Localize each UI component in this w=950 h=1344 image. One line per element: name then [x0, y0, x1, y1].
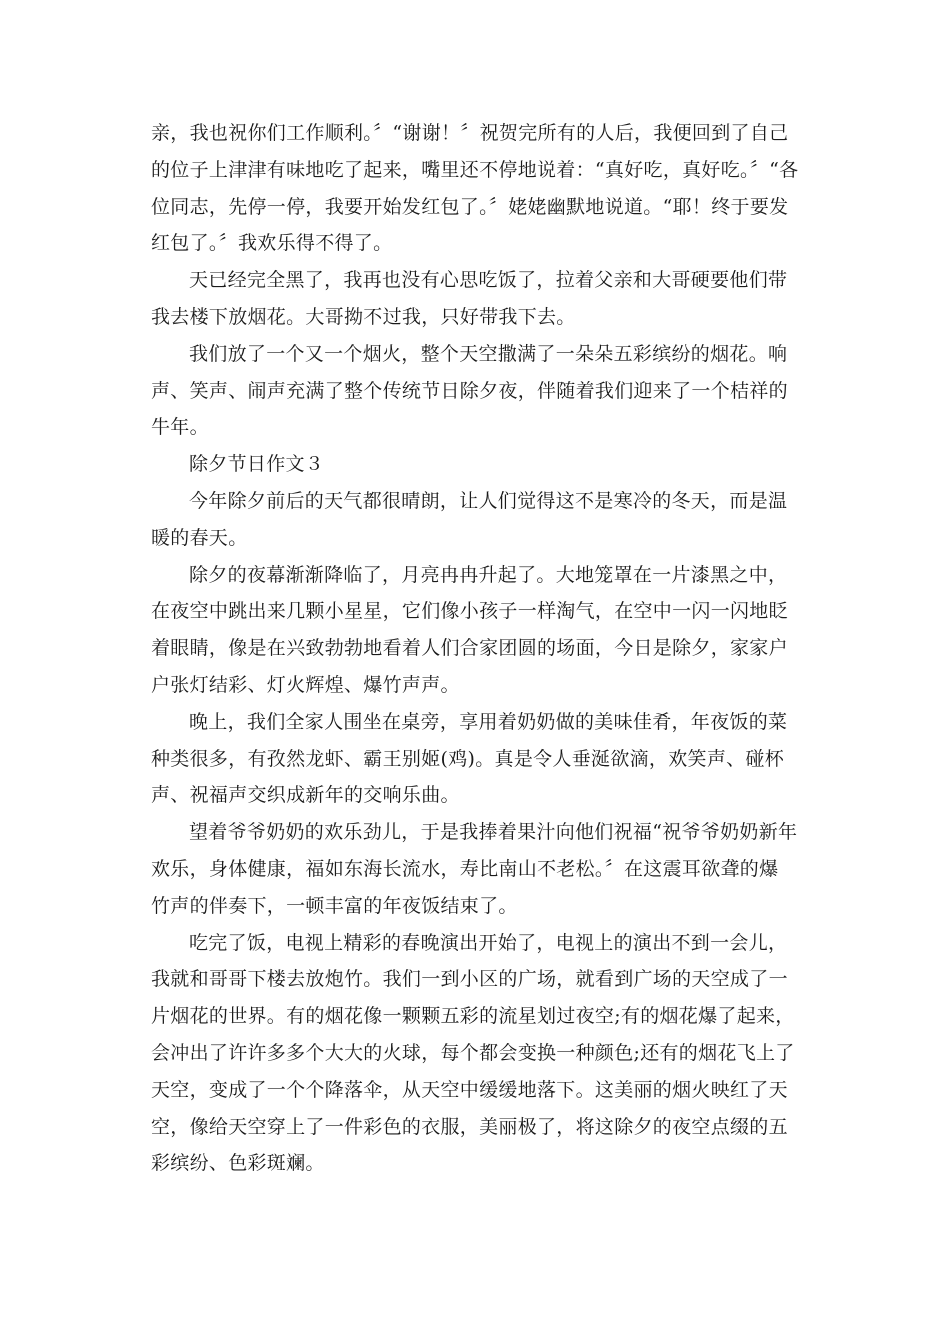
text-line: 彩缤纷、色彩斑斓。 [151, 1152, 325, 1175]
paragraph [151, 704, 801, 814]
text-line: 位同志，先停一停，我要开始发红包了。〞姥姥幽默地说道。“耶！终于要发 [151, 195, 789, 218]
text-line: 天已经完全黑了，我再也没有心思吃饭了，拉着父亲和大哥硬要他们带 [189, 269, 788, 292]
document-body [151, 115, 801, 1182]
heading-line: 除夕节日作文３ [189, 453, 325, 476]
text-line: 我们放了一个又一个烟火，整个天空撒满了一朵朵五彩缤纷的烟花。响 [189, 342, 788, 365]
text-line: 红包了。〞我欢乐得不得了。 [151, 232, 393, 255]
text-line: 天空，变成了一个个降落伞，从天空中缓缓地落下。这美丽的烟火映红了天 [151, 1078, 788, 1101]
text-line: 会冲出了许许多多个大大的火球，每个都会变换一种颜色;还有的烟花飞上了 [151, 1041, 795, 1064]
paragraph [151, 814, 801, 924]
text-line: 我去楼下放烟花。大哥拗不过我，只好带我下去。 [151, 305, 576, 328]
text-line: 片烟花的世界。有的烟花像一颗颗五彩的流星划过夜空;有的烟花爆了起来， [151, 1005, 795, 1028]
text-line: 竹声的伴奏下，一顿丰富的年夜饭结束了。 [151, 894, 518, 917]
text-line: 亲，我也祝你们工作顺利。〞“谢谢！〞祝贺完所有的人后，我便回到了自己 [151, 122, 789, 144]
text-line: 吃完了饭，电视上精彩的春晚演出开始了，电视上的演出不到一会儿， [189, 931, 788, 954]
paragraph [151, 925, 801, 1183]
text-line: 晚上，我们全家人围坐在桌旁，享用着奶奶做的美味佳肴，年夜饭的菜 [189, 710, 788, 733]
text-line: 着眼睛，像是在兴致勃勃地看着人们合家团圆的场面，今日是除夕，家家户 [151, 637, 788, 660]
text-line: 暖的春天。 [151, 526, 248, 549]
paragraph [151, 557, 801, 704]
text-line: 声、祝福声交织成新年的交响乐曲。 [151, 784, 460, 807]
paragraph [151, 336, 801, 446]
paragraph [151, 262, 801, 336]
text-line: 除夕的夜幕渐渐降临了，月亮冉冉升起了。大地笼罩在一片漆黑之中， [189, 563, 788, 586]
text-line: 种类很多，有孜然龙虾、霸王别姬(鸡)。真是令人垂涎欲滴，欢笑声、碰杯 [151, 747, 785, 770]
text-line: 今年除夕前后的天气都很晴朗，让人们觉得这不是寒冷的冬天，而是温 [189, 489, 788, 512]
text-line: 户张灯结彩、灯火辉煌、爆竹声声。 [151, 673, 460, 696]
paragraph [151, 483, 801, 557]
text-line: 在夜空中跳出来几颗小星星，它们像小孩子一样淘气，在空中一闪一闪地眨 [151, 600, 788, 623]
text-line: 的位子上津津有味地吃了起来，嘴里还不停地说着：“真好吃，真好吃。〞“各 [151, 158, 799, 181]
section-heading [151, 446, 801, 483]
text-line: 牛年。 [151, 416, 209, 439]
text-line: 空，像给天空穿上了一件彩色的衣服，美丽极了，将这除夕的夜空点缀的五 [151, 1115, 788, 1138]
text-line: 望着爷爷奶奶的欢乐劲儿，于是我捧着果汁向他们祝福“祝爷爷奶奶新年 [189, 821, 798, 844]
paragraph [151, 115, 801, 262]
text-line: 我就和哥哥下楼去放炮竹。我们一到小区的广场，就看到广场的天空成了一 [151, 968, 788, 991]
text-line: 声、笑声、闹声充满了整个传统节日除夕夜，伴随着我们迎来了一个桔祥的 [151, 379, 788, 402]
text-line: 欢乐，身体健康，福如东海长流水，寿比南山不老松。〞在这震耳欲聋的爆 [151, 857, 779, 880]
